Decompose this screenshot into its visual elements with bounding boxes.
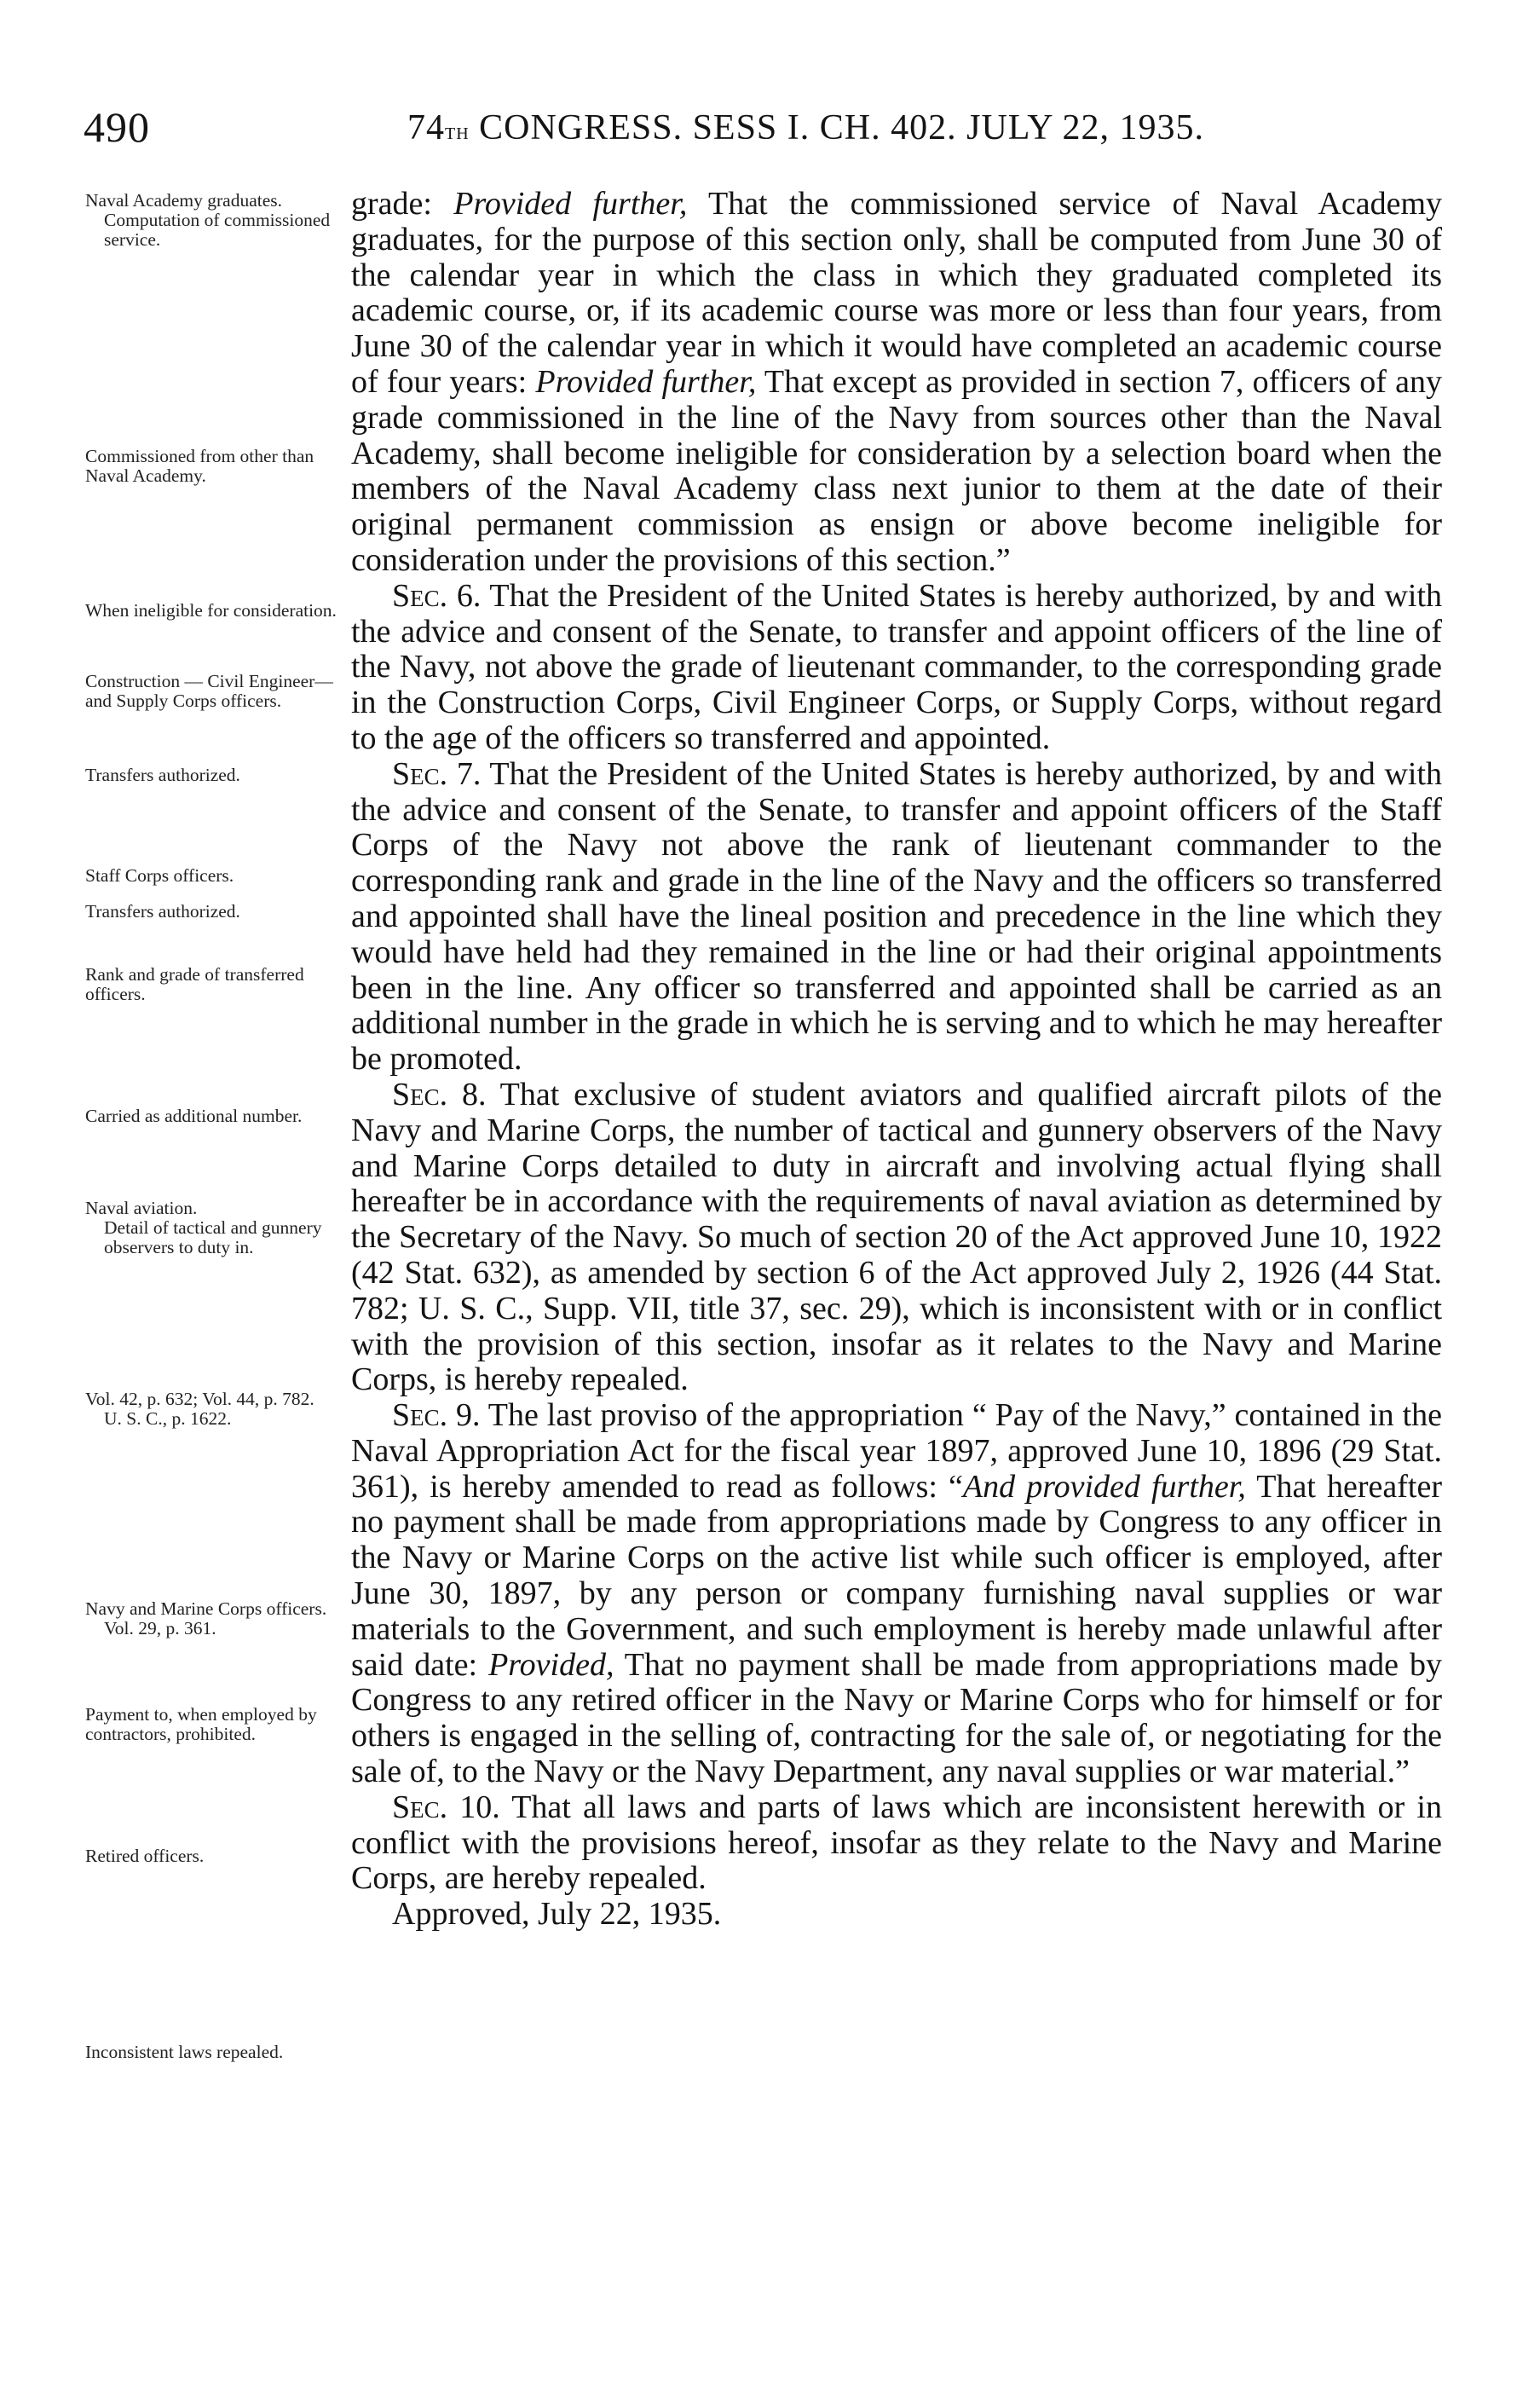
sidenote-heading: Commissioned from other than Naval Academy. <box>85 446 314 486</box>
section-10: Sec. 10. That all laws and parts of laws which are inconsistent herewith or in conflict with the provisions hereof, insofar as they relate to the Navy and Marine Corps, are hereby repealed. <box>351 1789 1442 1897</box>
sidenote-commissioned-other <box>85 447 349 486</box>
sidenote-naval-aviation <box>85 1199 349 1257</box>
sidenote-rank-grade <box>85 965 349 1004</box>
running-title-ordinal: th <box>445 118 470 145</box>
sidenote-heading: Vol. 42, p. 632; Vol. 44, p. 782. <box>85 1389 314 1409</box>
running-title <box>407 107 1204 148</box>
section-label: Sec. 6. <box>392 577 482 614</box>
sidenote-subheading: Detail of tactical and gunnery observers to duty in. <box>104 1217 322 1257</box>
sidenote-heading: Transfers authorized. <box>85 765 240 785</box>
sidenote-staff-corps <box>85 866 349 886</box>
sidenote-heading: Transfers authorized. <box>85 901 240 922</box>
sidenote-navy-marine-officers <box>85 1599 349 1638</box>
sidenote-payment-prohibited <box>85 1705 349 1744</box>
sidenote-heading: Carried as additional number. <box>85 1106 303 1126</box>
section-label: Sec. 8. <box>392 1076 487 1112</box>
sidenote-heading: Payment to, when employed by contractors, prohibited. <box>85 1704 317 1744</box>
running-title-congress: 74 <box>407 108 445 147</box>
section-8: Sec. 8. That exclusive of student aviators and qualified aircraft pilots of the Navy and Marine Corps, the number of tactical and gunnery observers of the Navy and Marine Corps detailed to duty in aircraft and involving actual flying shall hereafter be in accordance with the requirements of naval aviation as determined by the Secretary of the Navy. So much of section 20 of the Act approved June 10, 1922 (42 Stat. 632), as amended by section 6 of the Act approved July 2, 1926 (44 Stat. 782; U. S. C., Supp. VII, title 37, sec. 29), which is inconsistent with or in conflict with the provision of this section, insofar as it relates to the Navy and Marine Corps, is hereby repealed. <box>351 1076 1443 1398</box>
statute-body <box>351 187 1442 1933</box>
section-9: Sec. 9. The last proviso of the appropriation “ Pay of the Navy,” contained in the Naval Appropriation Act for the fiscal year 1897, approved June 10, 1896 (29 Stat. 361), is hereby amended to read as follows: “And provided further, That hereafter no payment shall be made from appropriations made by Congress to any officer in the Navy or Marine Corps on the active list while such officer is employed, after June 30, 1897, by any person or company furnishing naval supplies or war materials to the Government, and such employment is hereby made unlawful after said date: Provided, That no payment shall be made from appropriations made by Congress to any retired officer in the Navy or Marine Corps who for himself or for others is engaged in the selling of, contracting for the sale of, or negotiating for the sale of, to the Navy or the Navy Department, any naval supplies or war material.” <box>351 1397 1442 1790</box>
sidenote-inconsistent-laws <box>85 2043 349 2062</box>
sidenote-statute-refs <box>85 1390 349 1429</box>
sidenote-additional-number <box>85 1107 349 1126</box>
sidenote-heading: Staff Corps officers. <box>85 865 234 886</box>
sidenote-subheading: Computation of commissioned service. <box>104 210 331 250</box>
sidenote-heading: Rank and grade of transferred officers. <box>85 964 304 1004</box>
sidenote-heading: Retired officers. <box>85 1846 205 1866</box>
sidenote-naval-academy-graduates <box>85 191 349 250</box>
sidenote-transfers-authorized <box>85 766 349 785</box>
running-title-session: CONGRESS. SESS I. CH. 402. JULY 22, 1935. <box>469 108 1205 147</box>
sidenote-retired-officers <box>85 1846 349 1866</box>
section-6: Sec. 6. That the President of the United States is hereby authorized, by and with the advice and consent of the Senate, to transfer and appoint officers of the line of the Navy, not above the grade of lieutenant commander, to the corresponding grade in the Construction Corps, Civil Engineer Corps, or Supply Corps, without regard to the age of the officers so transferred and appointed. <box>351 577 1443 756</box>
sidenote-heading: When ineligible for consideration. <box>85 600 337 621</box>
paragraph-continuation: grade: Provided further, That the commissioned service of Naval Academy graduates, for the purpose of this section only, shall be computed from June 30 of the calendar year in which the class in which they graduated completed its academic course, or, if its academic course was more or less than four years, from June 30 of the calendar year in which it would have completed an academic course of four years: Provided further, That except as provided in section 7, officers of any grade commissioned in the line of the Navy from sources other than the Naval Academy, shall become ineligible for consideration by a selection board when the members of the Naval Academy class next junior to them at the date of their original permanent commission as ensign or above become ineligible for consideration under the provisions of this section.” <box>351 186 1443 578</box>
sidenote-transfers-authorized-2 <box>85 902 349 922</box>
sidenote-heading: Construction — Civil Engineer—and Supply Corps officers. <box>85 671 333 711</box>
sidenote-ineligible <box>85 601 349 621</box>
page-number: 490 <box>84 103 150 151</box>
section-label: Sec. 10. <box>392 1789 500 1825</box>
approval-line: Approved, July 22, 1935. <box>392 1896 722 1933</box>
section-label: Sec. 7. <box>392 755 482 792</box>
section-7: Sec. 7. That the President of the United States is hereby authorized, by and with the advice and consent of the Senate, to transfer and appoint officers of the Staff Corps of the Navy not above the rank of lieutenant commander to the corresponding rank and grade in the line of the Navy and the officers so transferred and appointed shall have the lineal position and precedence in the line which they would have held had they remained in the line or had their original appointments been in the line. Any officer so transferred and appointed shall be carried as an additional number in the grade in which he is serving and to which he may hereafter be promoted. <box>351 755 1443 1078</box>
sidenote-subheading: U. S. C., p. 1622. <box>104 1408 232 1429</box>
sidenote-heading: Inconsistent laws repealed. <box>85 2042 284 2062</box>
sidenote-heading: Navy and Marine Corps officers. <box>85 1598 327 1619</box>
sidenote-construction-corps <box>85 672 349 711</box>
page-header <box>0 102 1540 153</box>
sidenote-heading: Naval Academy graduates. <box>85 190 283 211</box>
sidenote-heading: Naval aviation. <box>85 1198 198 1218</box>
sidenote-subheading: Vol. 29, p. 361. <box>104 1618 216 1638</box>
section-label: Sec. 9. <box>392 1397 481 1434</box>
